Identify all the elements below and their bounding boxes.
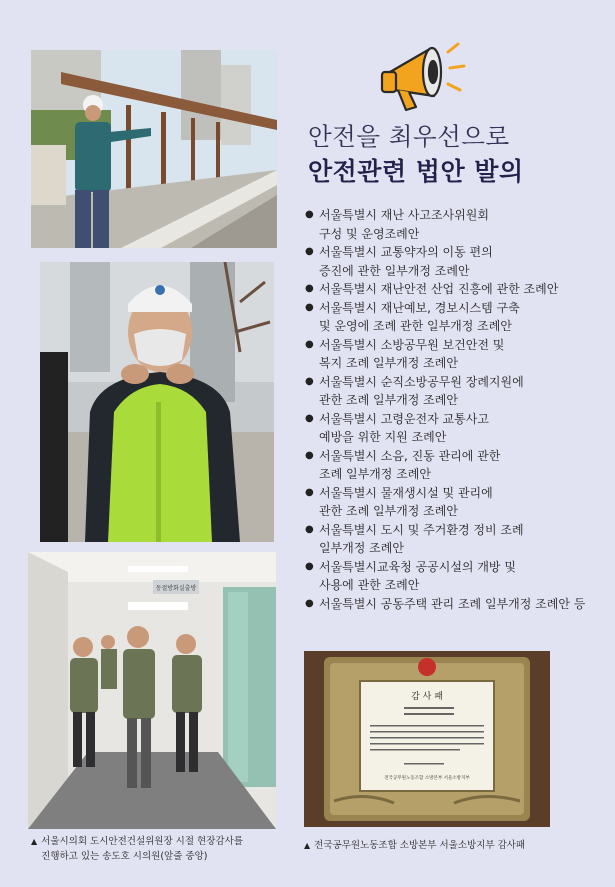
bill-item [305, 206, 610, 243]
bullet-icon: ● [305, 338, 314, 350]
caption-marker: ▲ [304, 841, 311, 850]
headline-line1: 안전을 최우선으로 [308, 122, 510, 151]
bill-text: 서울특별시 소방공무원 보건안전 및 복지 조례 일부개정 조례안 [319, 337, 505, 370]
bill-item [305, 373, 610, 410]
bill-item [305, 521, 610, 558]
bill-item [305, 280, 610, 299]
bill-text: 서울특별시 고령운전자 교통사고 예방을 위한 지원 조례안 [319, 411, 489, 444]
megaphone-icon [376, 34, 468, 116]
bullet-icon: ● [305, 449, 314, 461]
bill-item [305, 447, 610, 484]
headline-line2: 안전관련 법안 발의 [308, 157, 524, 186]
caption-plaque [304, 838, 594, 853]
bill-text: 서울특별시교육청 공공시설의 개방 및 사용에 관한 조례안 [319, 559, 516, 592]
appreciation-plaque-photo [304, 651, 550, 827]
construction-site-photo [31, 50, 277, 248]
caption-inspection [31, 834, 286, 864]
bill-text: 서울특별시 재난 사고조사위원회 구성 및 운영조례안 [319, 208, 489, 241]
corridor-inspection-photo [28, 552, 276, 829]
bill-list [305, 206, 610, 613]
safety-vest-photo [40, 262, 274, 542]
bullet-icon: ● [305, 412, 314, 424]
bill-item [305, 558, 610, 595]
bill-text: 서울특별시 도시 및 주거환경 정비 조례 일부개정 조례안 [319, 522, 524, 555]
bill-item [305, 243, 610, 280]
bullet-icon: ● [305, 283, 314, 294]
bullet-icon: ● [305, 375, 314, 387]
bill-item [305, 410, 610, 447]
bill-text: 서울특별시 순직소방공무원 장례지원에 관한 조례 일부개정 조례안 [319, 374, 524, 407]
bill-text: 서울특별시 공동주택 관리 조례 일부개정 조례안 등 [319, 596, 586, 611]
bill-text: 서울특별시 소음, 진동 관리에 관한 조례 일부개정 조례안 [319, 448, 501, 481]
bullet-icon: ● [305, 246, 314, 257]
plaque-title: 감 사 패 [411, 692, 443, 702]
caption-marker: ▲ [31, 837, 38, 846]
bill-item [305, 595, 610, 614]
bullet-icon: ● [305, 597, 314, 609]
bill-item [305, 336, 610, 373]
plaque-footer: 전국공무원노동조합 소방본부 서울소방지부 [384, 776, 470, 781]
bill-text: 서울특별시 물재생시설 및 관리에 관한 조례 일부개정 조례안 [319, 485, 493, 518]
bullet-icon: ● [305, 486, 314, 498]
bill-text: 서울특별시 교통약자의 이동 편의 증진에 관한 일부개정 조례안 [319, 245, 493, 278]
caption-plaque-text: 전국공무원노동조합 소방본부 서울소방지부 감사패 [314, 840, 526, 851]
bill-text: 서울특별시 재난안전 산업 진흥에 관한 조례안 [319, 282, 559, 296]
bullet-icon: ● [305, 209, 314, 220]
bill-item [305, 299, 610, 336]
bill-item [305, 484, 610, 521]
bullet-icon: ● [305, 523, 314, 535]
bullet-icon: ● [305, 560, 314, 572]
door-sign-text: 동절방화실출방 [155, 585, 197, 592]
bill-text: 서울특별시 재난예보, 경보시스템 구축 및 운영에 조례 관한 일부개정 조례안 [319, 300, 520, 333]
caption-inspection-text: 서울시의회 도시안전건설위원장 시절 현장감사를 진행하고 있는 송도호 시의원(앞줄 중앙) [41, 836, 243, 862]
bullet-icon: ● [305, 301, 314, 313]
